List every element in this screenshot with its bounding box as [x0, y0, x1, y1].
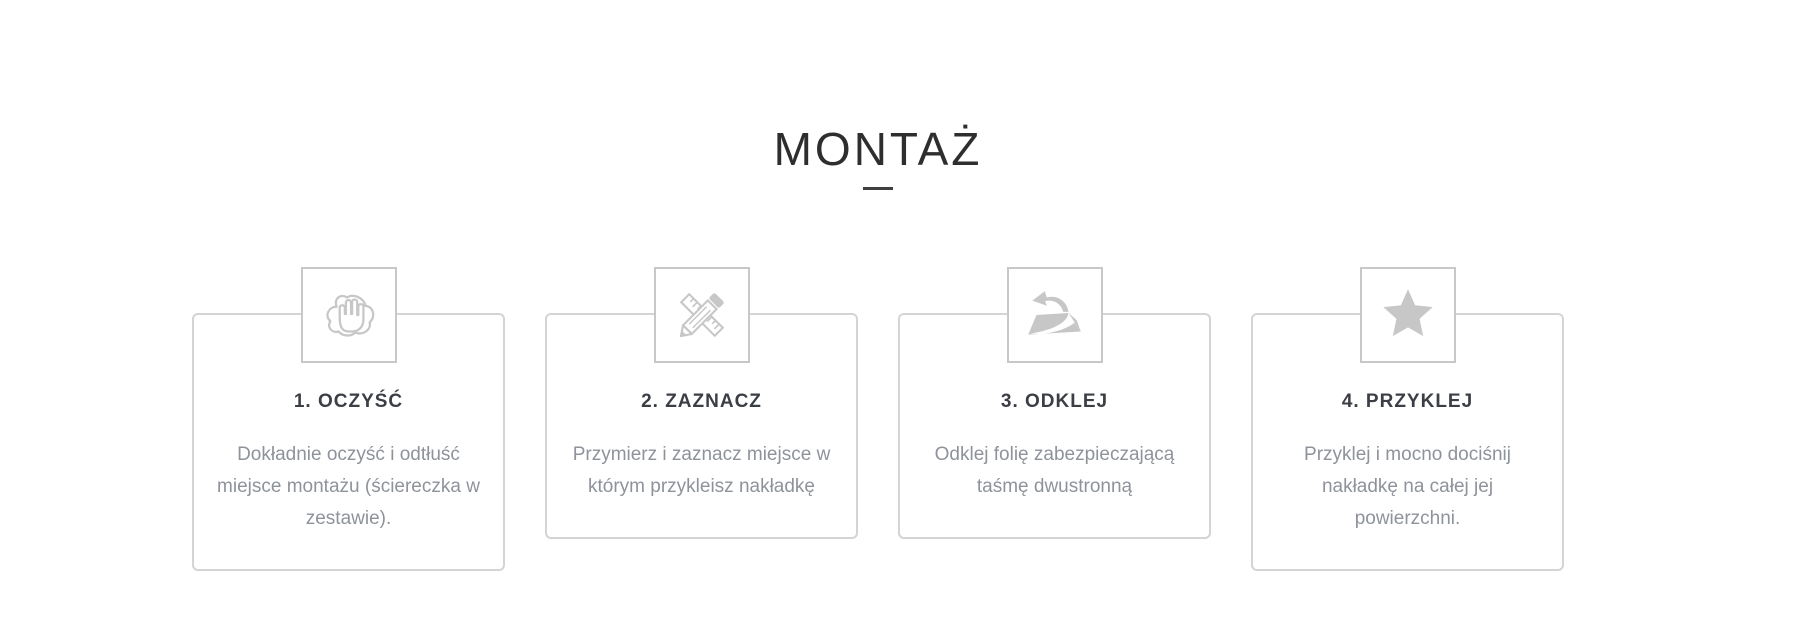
- step-icon-box: [1007, 267, 1103, 363]
- step-icon-box: [1360, 267, 1456, 363]
- star-icon: [1375, 282, 1441, 348]
- step-description: Przyklej i mocno dociśnij nakładkę na całej jej powierzchni.: [1304, 444, 1511, 529]
- ruler-pencil-icon: [669, 282, 735, 348]
- step-icon-box: [654, 267, 750, 363]
- step-card-przyklej: [1251, 313, 1564, 571]
- hand-wipe-icon: [316, 282, 382, 348]
- step-card-zaznacz: [545, 313, 858, 539]
- step-title: 3. ODKLEJ: [1000, 391, 1109, 412]
- step-card-odklej: [898, 313, 1211, 539]
- step-title: 1. OCZYŚĆ: [293, 391, 404, 412]
- step-description: Odklej folię zabezpieczającą taśmę dwustronną: [934, 444, 1175, 497]
- page-title: MONTAŻ: [773, 123, 983, 175]
- step-title: 4. PRZYKLEJ: [1341, 391, 1474, 412]
- peel-film-icon: [1022, 282, 1088, 348]
- step-icon-box: [301, 267, 397, 363]
- step-title: 2. ZAZNACZ: [641, 391, 762, 412]
- step-description: Przymierz i zaznacz miejsce w którym przykleisz nakładkę: [572, 444, 831, 497]
- title-underline: [863, 187, 893, 190]
- steps-row: [192, 313, 1564, 571]
- step-card-oczysc: [192, 313, 505, 571]
- step-description: Dokładnie oczyść i odtłuść miejsce montażu (ściereczka w zestawie).: [217, 444, 480, 529]
